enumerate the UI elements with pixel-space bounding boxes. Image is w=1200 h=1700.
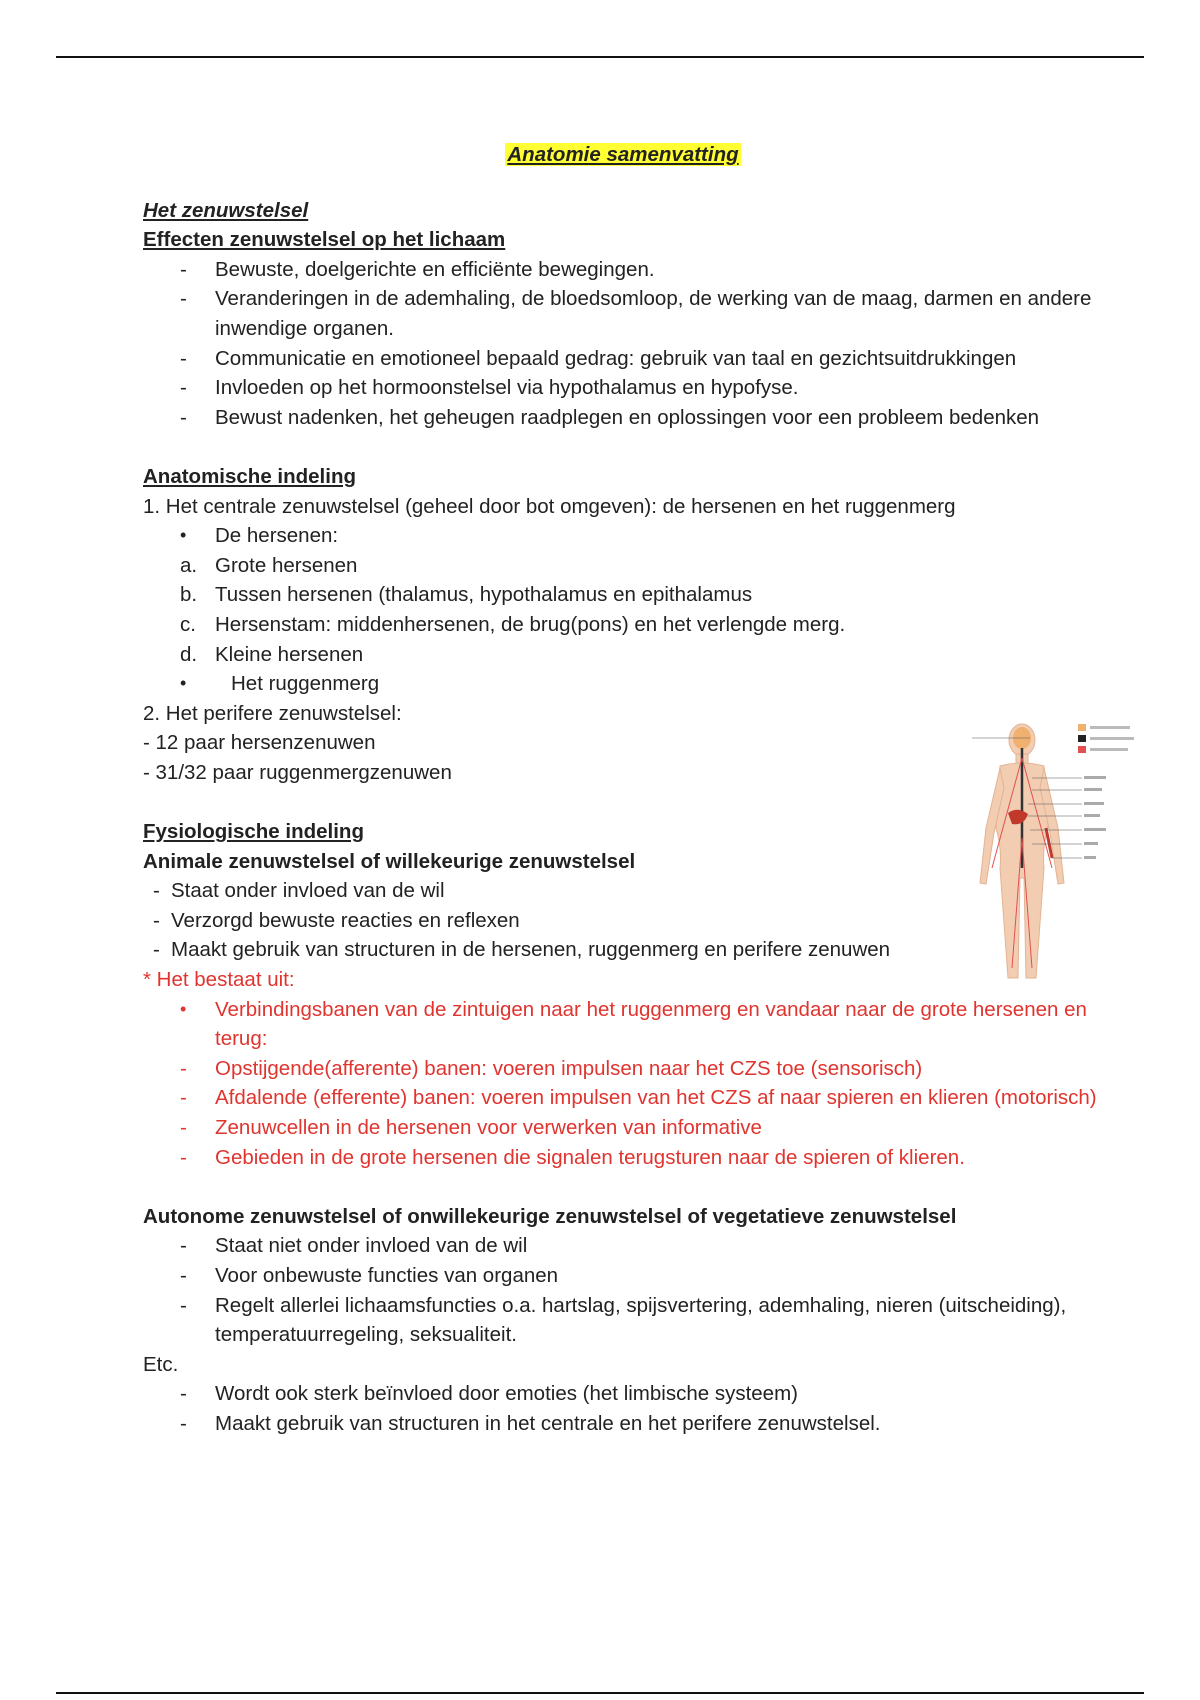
effect-item [143,403,1103,433]
document-title: Anatomie samenvatting [507,143,739,166]
list-marker: • [180,998,187,1019]
effects-list [143,255,1103,433]
list-marker: - [180,1293,187,1317]
effect-item [143,373,1103,403]
animale-item [143,935,1103,965]
brain-parts-list [143,551,1103,669]
list-item-text: Bewust nadenken, het geheugen raadplegen en oplossingen voor een probleem bedenken [215,405,1040,429]
central-nervous-system-line: 1. Het centrale zenuwstelsel (geheel door bot omgeven): de hersenen en het ruggenmerg [143,494,956,518]
peripheral-line: 2. Het perifere zenuwstelsel: [143,701,402,725]
list-item-text: Wordt ook sterk beïnvloed door emoties (het limbische systeem) [215,1382,798,1406]
autonome-item [143,1261,1103,1291]
list-item-text: Afdalende (efferente) banen: voeren impulsen van het CZS af naar spieren en klieren (motorisch) [215,1086,1097,1110]
list-marker: d. [180,642,198,666]
consists-item [143,995,1103,1054]
list-item-text: Kleine hersenen [215,642,364,666]
list-item-text: Voor onbewuste functies van organen [215,1263,559,1287]
effect-item [143,284,1103,343]
list-marker: a. [180,553,198,577]
bottom-rule [56,1692,1144,1694]
autonome-list-2 [143,1379,1103,1438]
animale-item [143,876,1103,906]
list-item-text: Verbindingsbanen van de zintuigen naar het ruggenmerg en vandaar naar de grote hersenen en terug: [215,997,1087,1051]
peripheral-item: - 12 paar hersenzenuwen [143,731,376,755]
peripheral-item: - 31/32 paar ruggenmergzenuwen [143,760,452,784]
list-marker: - [180,1263,187,1287]
list-marker: - [180,1056,187,1080]
consists-item [143,1054,1103,1084]
list-item-text: Regelt allerlei lichaamsfuncties o.a. hartslag, spijsvertering, ademhaling, nieren (uitscheiding), temperatuurregeling, seksualiteit. [215,1293,1067,1347]
list-marker: - [180,257,187,281]
list-marker: - [180,1116,187,1139]
spine-bullet: • Het ruggenmerg [180,672,380,696]
section-heading-fysiologische: Fysiologische indeling [143,820,364,844]
list-marker: - [180,1411,187,1435]
list-item-text: Communicatie en emotioneel bepaald gedrag: gebruik van taal en gezichtsuitdrukkingen [215,346,1017,370]
list-item-text: Verzorgd bewuste reacties en reflexen [171,908,520,932]
autonome-item [143,1409,1103,1439]
animale-item [143,906,1103,936]
document-page [143,140,1103,1439]
etc-line: Etc. [143,1352,179,1376]
list-item-text: Maakt gebruik van structuren in het centrale en het perifere zenuwstelsel. [215,1411,881,1435]
section-heading-autonome: Autonome zenuwstelsel of onwillekeurige zenuwstelsel of vegetatieve zenuwstelsel [143,1204,957,1228]
animale-list [143,876,1103,965]
list-marker: - [180,1086,187,1110]
list-marker: c. [180,612,196,636]
list-marker: - [153,938,160,962]
list-item-text: Opstijgende(afferente) banen: voeren impulsen naar het CZS toe (sensorisch) [215,1056,923,1080]
list-item-text: Zenuwcellen in de hersenen voor verwerken van informative [215,1116,762,1139]
brain-part-item [143,580,1103,610]
list-item-text: Grote hersenen [215,553,358,577]
subheading-effecten: Effecten zenuwstelsel op het lichaam [143,228,506,252]
list-marker: - [180,346,187,370]
list-item-text: Veranderingen in de ademhaling, de bloedsomloop, de werking van de maag, darmen en andere inwendige organen. [215,287,1092,340]
list-marker: - [180,376,187,400]
consists-item [143,1083,1103,1113]
autonome-item [143,1291,1103,1350]
list-marker: - [180,1234,187,1258]
list-marker: - [153,879,160,903]
consists-of-line: * Het bestaat uit: [143,968,295,992]
list-marker: - [180,405,187,429]
autonome-item [143,1231,1103,1261]
subheading-animale: Animale zenuwstelsel of willekeurige zenuwstelsel [143,849,636,873]
list-item-text: Tussen hersenen (thalamus, hypothalamus en epithalamus [215,583,753,607]
list-marker: b. [180,583,198,607]
nervous-system-body-figure [972,718,1142,983]
list-marker: - [180,1382,187,1406]
list-marker: - [180,287,187,311]
brain-part-item [143,610,1103,640]
list-item-text: Bewuste, doelgerichte en efficiënte bewegingen. [215,257,655,281]
effect-item [143,255,1103,285]
list-marker: - [180,1145,187,1169]
brain-part-item [143,551,1103,581]
autonome-list [143,1231,1103,1349]
list-item-text: Staat onder invloed van de wil [171,879,445,903]
list-marker: - [153,908,160,932]
red-list [143,995,1103,1173]
consists-item [143,1143,1103,1173]
autonome-item [143,1379,1103,1409]
list-item-text: Staat niet onder invloed van de wil [215,1234,528,1258]
brain-bullet: • De hersenen: [180,524,339,548]
section-heading-anatomische: Anatomische indeling [143,464,356,488]
list-item-text: Gebieden in de grote hersenen die signalen terugsturen naar de spieren of klieren. [215,1145,965,1169]
list-item-text: Hersenstam: middenhersenen, de brug(pons) en het verlengde merg. [215,612,846,636]
top-rule [56,56,1144,58]
effect-item [143,344,1103,374]
list-item-text: Invloeden op het hormoonstelsel via hypothalamus en hypofyse. [215,376,799,400]
brain-part-item [143,640,1103,670]
consists-item [143,1113,1103,1143]
section-heading-zenuwstelsel: Het zenuwstelsel [143,198,309,222]
list-item-text: Maakt gebruik van structuren in de hersenen, ruggenmerg en perifere zenuwen [171,938,891,962]
